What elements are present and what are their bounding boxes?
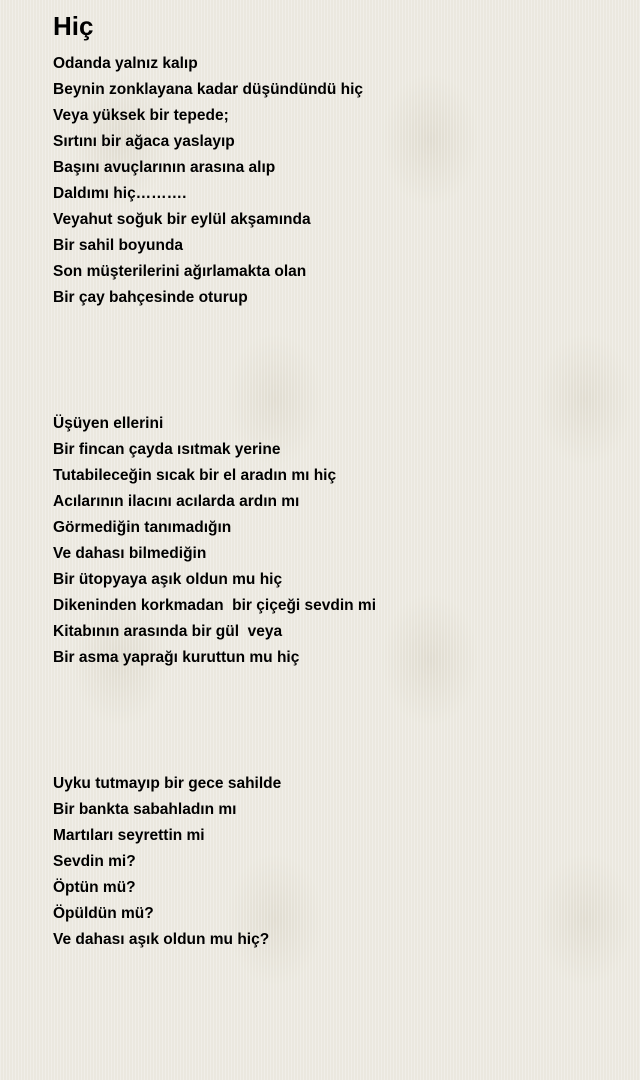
poem-line: Ve dahası aşık oldun mu hiç?: [53, 931, 270, 948]
poem-line: Bir sahil boyunda: [53, 237, 184, 254]
poem-line: Son müşterilerini ağırlamakta olan: [53, 263, 307, 280]
poem-line: Sırtını bir ağaca yaslayıp: [53, 133, 235, 150]
poem-line: Bir fincan çayda ısıtmak yerine: [53, 441, 281, 458]
poem-line: Martıları seyrettin mi: [53, 827, 205, 844]
poem-line: Veyahut soğuk bir eylül akşamında: [53, 211, 311, 228]
poem-title: Hiç: [53, 11, 94, 41]
poem-line: Başını avuçlarının arasına alıp: [53, 159, 276, 176]
poem-line: Beynin zonklayana kadar düşündündü hiç: [53, 81, 364, 98]
poem-line: Acılarının ilacını acılarda ardın mı: [53, 493, 300, 510]
poem-line: Bir asma yaprağı kuruttun mu hiç: [53, 649, 300, 666]
poem-line: Üşüyen ellerini: [53, 415, 164, 432]
poem-line: Tutabileceğin sıcak bir el aradın mı hiç: [53, 467, 337, 484]
poem-line: Görmediğin tanımadığın: [53, 519, 232, 536]
poem-line: Odanda yalnız kalıp: [53, 55, 198, 72]
poem-line: Kitabının arasında bir gül veya: [53, 623, 283, 640]
poem-line: Öpüldün mü?: [53, 905, 154, 922]
poem-line: Bir bankta sabahladın mı: [53, 801, 237, 818]
poem-line: Ve dahası bilmediğin: [53, 545, 207, 562]
poem-line: Bir ütopyaya aşık oldun mu hiç: [53, 571, 283, 588]
poem-line: Veya yüksek bir tepede;: [53, 107, 229, 124]
poem-line: Uyku tutmayıp bir gece sahilde: [53, 775, 282, 792]
poem-line: Sevdin mi?: [53, 853, 136, 870]
poem-line: Öptün mü?: [53, 879, 136, 896]
poem-line: Bir çay bahçesinde oturup: [53, 289, 248, 306]
poem-line: Daldımı hiç……….: [53, 185, 187, 202]
poem-line: Dikeninden korkmadan bir çiçeği sevdin mi: [53, 597, 377, 614]
